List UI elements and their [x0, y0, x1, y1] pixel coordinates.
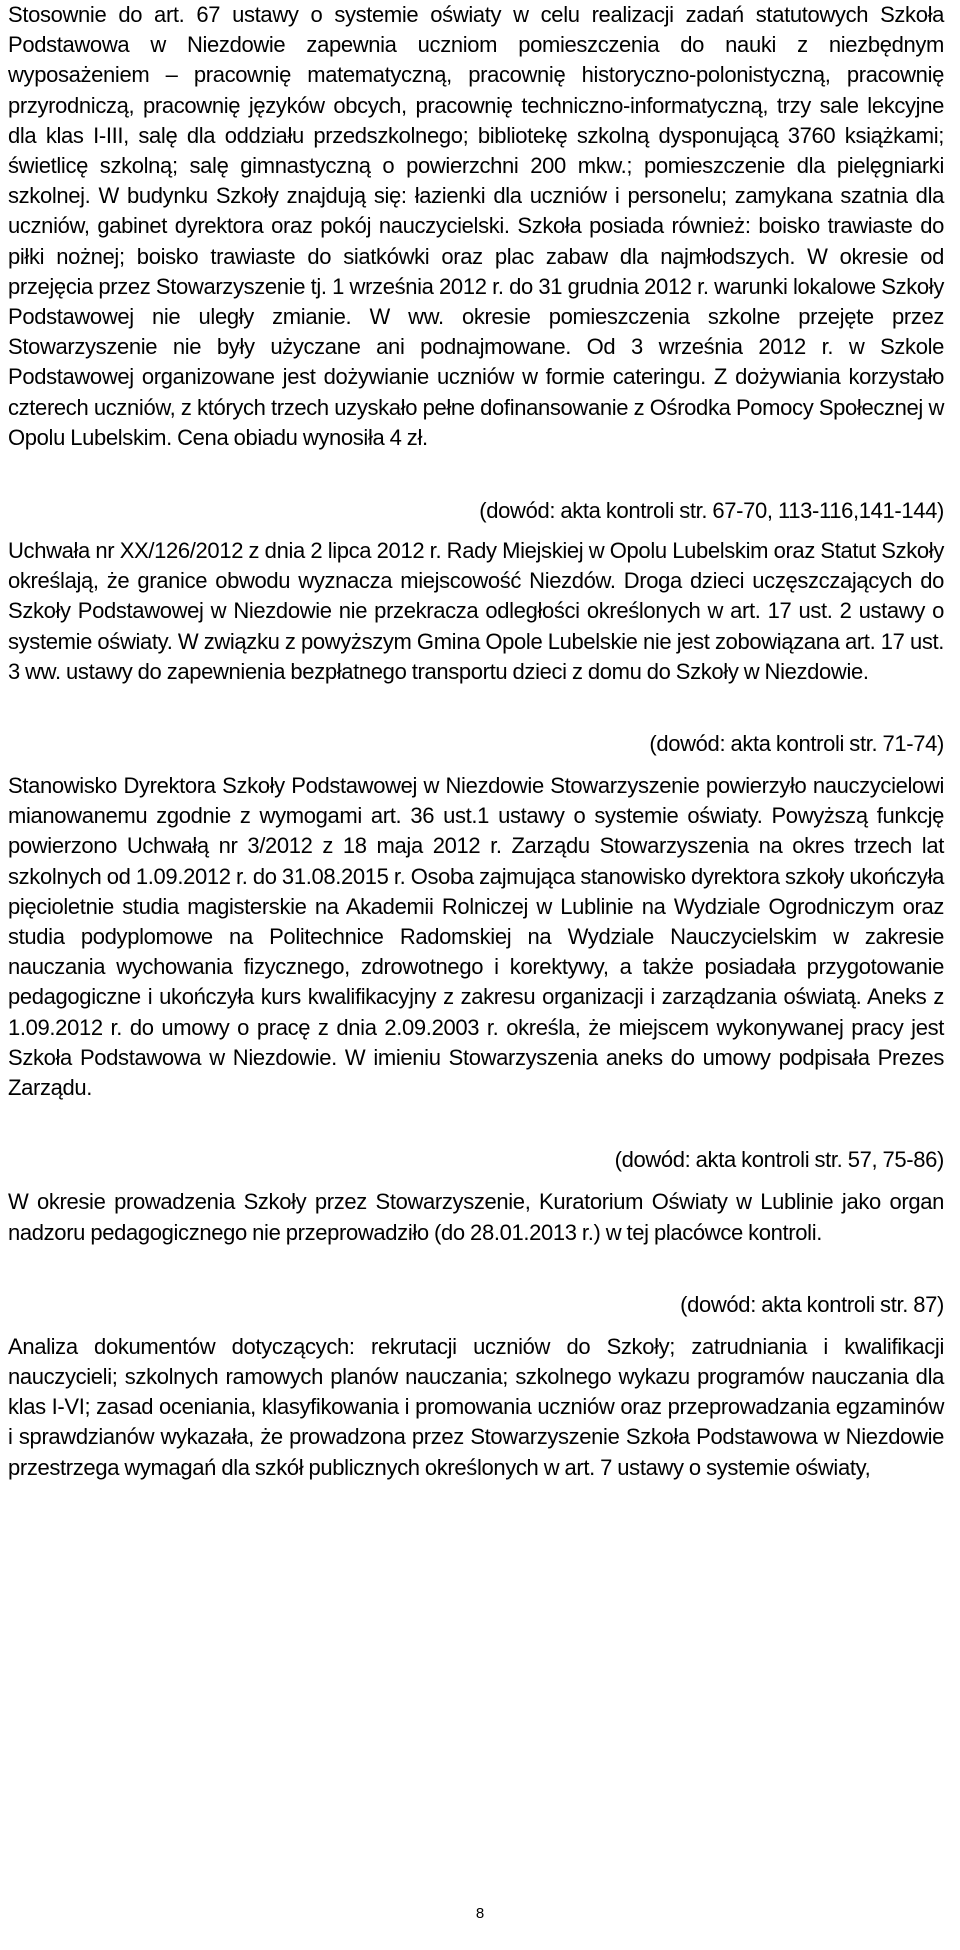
evidence-reference: (dowód: akta kontroli str. 87)	[680, 1291, 944, 1317]
evidence-reference: (dowód: akta kontroli str. 71-74)	[649, 731, 944, 757]
evidence-reference: (dowód: akta kontroli str. 57, 75-86)	[614, 1147, 944, 1173]
paragraph-document-analysis: Analiza dokumentów dotyczących: rekrutacji uczniów do Szkoły; zatrudniania i kwalifikacji nauczycieli; szkolnych ramowych planów nauczania; szkolnego wykazu programów nauczania dla klas I-VI; zasad oceniania, klasyfikowania i promowania uczniów oraz przeprowadzania egzaminów i sprawdzianów wykazała, że prowadzona przez Stowarzyszenie Szkoła Podstawowa w Niezdowie przestrzega wymagań dla szkół publicznych określonych w art. 7 ustawy o systemie oświaty,	[8, 1333, 944, 1480]
evidence-reference: (dowód: akta kontroli str. 67-70, 113-116,141-144)	[479, 498, 944, 524]
page-number: 8	[475, 1905, 485, 1922]
paragraph-school-director: Stanowisko Dyrektora Szkoły Podstawowej w Niezdowie Stowarzyszenie powierzyło nauczycielowi mianowanemu zgodnie z wymogami art. 36 ust.1 ustawy o systemie oświaty. Powyższą funkcję powierzono Uchwałą nr 3/2012 z 18 maja 2012 r. Zarządu Stowarzyszenia na okres trzech lat szkolnych od 1.09.2012 r. do 31.08.2015 r. Osoba zajmująca stanowisko dyrektora szkoły ukończyła pięcioletnie studia magisterskie na Akademii Rolniczej w Lublinie na Wydziale Ogrodniczym oraz studia podyplomowe na Politechnice Radomskiej na Wydziale Nauczycielskim w zakresie nauczania wychowania fizycznego, zdrowotnego i korektywy, a także posiadała przygotowanie pedagogiczne i ukończyła kurs kwalifikacyjny z zakresu organizacji i zarządzania oświatą. Aneks z 1.09.2012 r. do umowy o pracę z dnia 2.09.2003 r. określa, że miejscem wykonywanej pracy jest Szkoła Podstawowa w Niezdowie. W imieniu Stowarzyszenia aneks do umowy podpisała Prezes Zarządu.	[8, 773, 944, 1101]
paragraph-school-facilities: Stosownie do art. 67 ustawy o systemie oświaty w celu realizacji zadań statutowych Szkoła Podstawowa w Niezdowie zapewnia uczniom pomieszczenia do nauki z niezbędnym wyposażeniem – pracownię matematyczną, pracownię historyczno-polonistyczną, pracownię przyrodniczą, pracownię języków obcych, pracownię techniczno-informatyczną, trzy sale lekcyjne dla klas I-III, salę dla oddziału przedszkolnego; bibliotekę szkolną dysponującą 3760 książkami; świetlicę szkolną; salę gimnastyczną o powierzchni 200 mkw.; pomieszczenie dla pielęgniarki szkolnej. W budynku Szkoły znajdują się: łazienki dla uczniów i personelu; zamykana szatnia dla uczniów, gabinet dyrektora oraz pokój nauczycielski. Szkoła posiada również: boisko trawiaste do piłki nożnej; boisko trawiaste do siatkówki oraz plac zabaw dla najmłodszych. W okresie od przejęcia przez Stowarzyszenie tj. 1 września 2012 r. do 31 grudnia 2012 r. warunki lokalowe Szkoły Podstawowej nie uległy zmianie. W ww. okresie pomieszczenia szkolne przejęte przez Stowarzyszenie nie były użyczane ani podnajmowane. Od 3 września 2012 r. w Szkole Podstawowej organizowane jest dożywianie uczniów w formie cateringu. Z dożywiania korzystało czterech uczniów, z których trzech uzyskało pełne dofinansowanie z Ośrodka Pomocy Społecznej w Opolu Lubelskim. Cena obiadu wynosiła 4 zł.	[8, 2, 944, 450]
paragraph-supervision: W okresie prowadzenia Szkoły przez Stowarzyszenie, Kuratorium Oświaty w Lublinie jako organ nadzoru pedagogicznego nie przeprowadziło (do 28.01.2013 r.) w tej placówce kontroli.	[8, 1189, 944, 1245]
paragraph-school-district: Uchwała nr XX/126/2012 z dnia 2 lipca 2012 r. Rady Miejskiej w Opolu Lubelskim oraz Statut Szkoły określają, że granice obwodu wyznacza miejscowość Niezdów. Droga dzieci uczęszczających do Szkoły Podstawowej w Niezdowie nie przekracza odległości określonych w art. 17 ust. 2 ustawy o systemie oświaty. W związku z powyższym Gmina Opole Lubelskie nie jest zobowiązana art. 17 ust. 3 ww. ustawy do zapewnienia bezpłatnego transportu dzieci z domu do Szkoły w Niezdowie.	[8, 538, 944, 684]
document-body	[8, 0, 944, 1483]
